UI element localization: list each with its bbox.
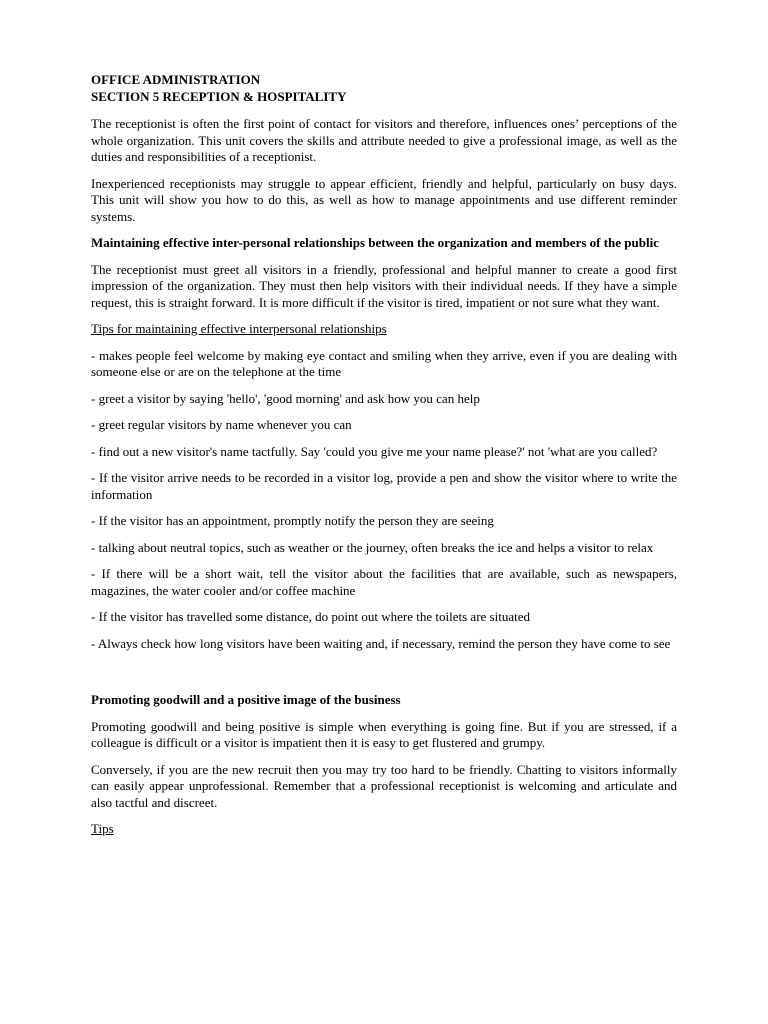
section2-paragraph-1: Promoting goodwill and being positive is simple when everything is going fine. But if you are stressed, if a colleague is difficult or a visitor is impatient then it is easy to get flustered and grumpy.: [91, 718, 677, 750]
tip-item: - If the visitor has an appointment, promptly notify the person they are seeing: [91, 513, 494, 528]
tip-item: - makes people feel welcome by making eye contact and smiling when they arrive, even if you are dealing with someone else or are on the telephone at the time: [91, 347, 677, 379]
document-title: OFFICE ADMINISTRATION: [91, 72, 261, 87]
tip-item: - greet regular visitors by name whenever you can: [91, 417, 352, 432]
section1-tips-heading: Tips for maintaining effective interpersonal relationships: [91, 321, 387, 336]
tip-item: - Always check how long visitors have been waiting and, if necessary, remind the person they have come to see: [91, 635, 671, 651]
tip-item: - greet a visitor by saying 'hello', 'good morning' and ask how you can help: [91, 390, 480, 406]
section1-heading: Maintaining effective inter-personal relationships between the organization and members of the public: [91, 235, 659, 250]
tip-item: - find out a new visitor's name tactfully. Say 'could you give me your name please?' not 'what are you called?: [91, 443, 658, 459]
section1-paragraph: The receptionist must greet all visitors in a friendly, professional and helpful manner to create a good first impression of the organization. They must then help visitors with their individual needs. If they have a simple request, this is straight forward. It is more difficult if the visitor is tired, impatient or not sure what they want.: [91, 261, 677, 310]
intro-paragraph-2: Inexperienced receptionists may struggle to appear efficient, friendly and helpful, particularly on busy days. This unit will show you how to do this, as well as how to manage appointments and use different reminder systems.: [91, 175, 677, 224]
intro-paragraph-1: The receptionist is often the first point of contact for visitors and therefore, influences ones’ perceptions of the whole organization. This unit covers the skills and attribute needed to give a professional image, as well as the duties and responsibilities of a receptionist.: [91, 116, 677, 164]
section-spacer: [91, 662, 677, 692]
document-page: [91, 72, 677, 848]
tip-item: - If the visitor arrive needs to be recorded in a visitor log, provide a pen and show the visitor where to write the information: [91, 470, 677, 502]
section2-heading: Promoting goodwill and a positive image of the business: [91, 692, 401, 707]
section2-tips-heading: Tips: [91, 821, 114, 836]
tip-item: - talking about neutral topics, such as weather or the journey, often breaks the ice and helps a visitor to relax: [91, 539, 654, 555]
section-title: SECTION 5 RECEPTION & HOSPITALITY: [91, 88, 347, 104]
tip-item: - If there will be a short wait, tell the visitor about the facilities that are available, such as newspapers, magazines, the water cooler and/or coffee machine: [91, 566, 677, 598]
tip-item: - If the visitor has travelled some distance, do point out where the toilets are situated: [91, 609, 530, 624]
section2-paragraph-2: Conversely, if you are the new recruit then you may try too hard to be friendly. Chatting to visitors informally can easily appear unprofessional. Remember that a professional receptionist is welcoming and articulate and also tactful and discreet.: [91, 761, 677, 810]
